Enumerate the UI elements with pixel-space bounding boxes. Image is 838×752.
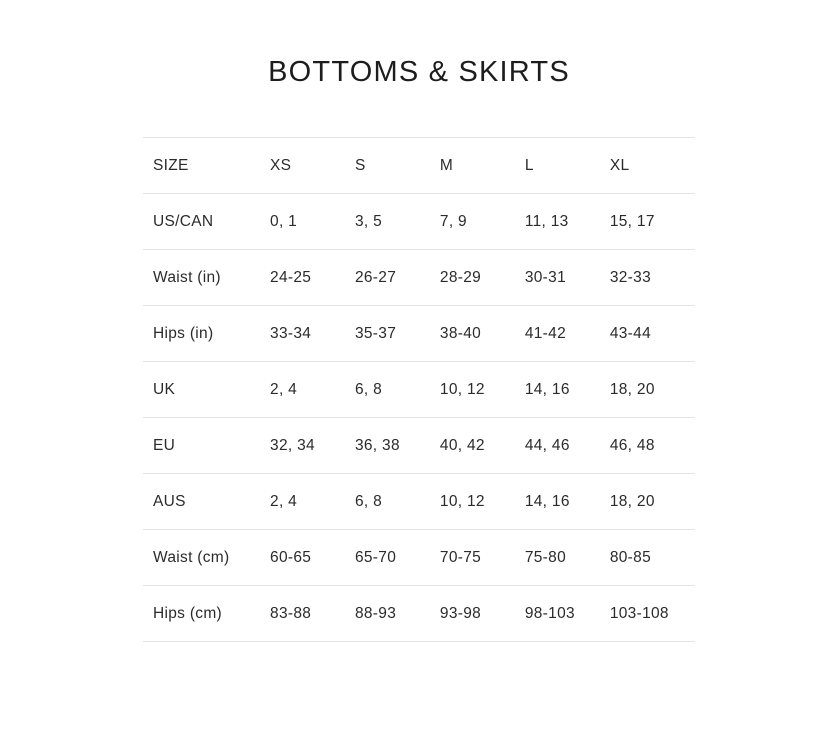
table-row [143,306,695,362]
cell-xs: 83-88 [270,605,312,622]
cell-m: 40, 42 [439,437,485,454]
cell-l: 98-103 [524,605,575,622]
cell-s: 36, 38 [354,437,400,454]
cell-s: 65-70 [354,549,397,566]
cell-s: 3, 5 [354,213,383,230]
cell-l: 41-42 [524,325,566,342]
page-title: BOTTOMS & SKIRTS [268,56,570,88]
row-label: Waist (in) [153,269,221,286]
column-header-m: M [439,157,454,174]
size-chart-table-wrapper [143,137,695,642]
table-row [143,418,695,474]
cell-s: 6, 8 [354,493,383,510]
table-row [143,530,695,586]
table-body [143,194,695,642]
cell-xl: 46, 48 [609,437,655,454]
cell-xl: 32-33 [609,269,651,286]
cell-l: 14, 16 [524,493,570,510]
column-header-size: SIZE [153,157,189,174]
cell-m: 70-75 [439,549,482,566]
cell-l: 11, 13 [524,213,569,230]
table-row [143,474,695,530]
table-row [143,194,695,250]
column-header-s: S [354,157,366,174]
cell-m: 93-98 [439,605,482,622]
cell-s: 88-93 [354,605,397,622]
row-label: Waist (cm) [153,549,230,566]
cell-m: 38-40 [439,325,482,342]
row-label: Hips (cm) [153,605,222,622]
cell-l: 30-31 [524,269,566,286]
cell-m: 10, 12 [439,381,485,398]
cell-xs: 32, 34 [270,437,315,454]
cell-xs: 0, 1 [270,213,298,230]
cell-xs: 2, 4 [270,493,298,510]
cell-xl: 18, 20 [609,381,655,398]
row-label: US/CAN [153,213,214,230]
table-row [143,250,695,306]
row-label: AUS [153,493,186,510]
cell-m: 28-29 [439,269,482,286]
cell-m: 7, 9 [439,213,467,230]
row-label: EU [153,437,176,454]
cell-l: 44, 46 [524,437,570,454]
table-header-row [143,138,695,194]
cell-xs: 33-34 [270,325,312,342]
table-header [143,138,695,194]
size-chart-table [143,137,695,642]
cell-s: 26-27 [354,269,397,286]
cell-s: 35-37 [354,325,397,342]
column-header-xl: XL [609,157,630,174]
cell-xs: 24-25 [270,269,312,286]
column-header-xs: XS [270,157,292,174]
cell-xl: 43-44 [609,325,651,342]
cell-xs: 2, 4 [270,381,298,398]
cell-l: 75-80 [524,549,566,566]
cell-s: 6, 8 [354,381,383,398]
cell-xl: 15, 17 [609,213,655,230]
cell-xl: 103-108 [609,605,669,622]
cell-l: 14, 16 [524,381,570,398]
cell-m: 10, 12 [439,493,485,510]
table-row [143,586,695,642]
cell-xs: 60-65 [270,549,312,566]
row-label: UK [153,381,176,398]
table-row [143,362,695,418]
cell-xl: 18, 20 [609,493,655,510]
row-label: Hips (in) [153,325,214,342]
cell-xl: 80-85 [609,549,651,566]
column-header-l: L [524,157,534,174]
